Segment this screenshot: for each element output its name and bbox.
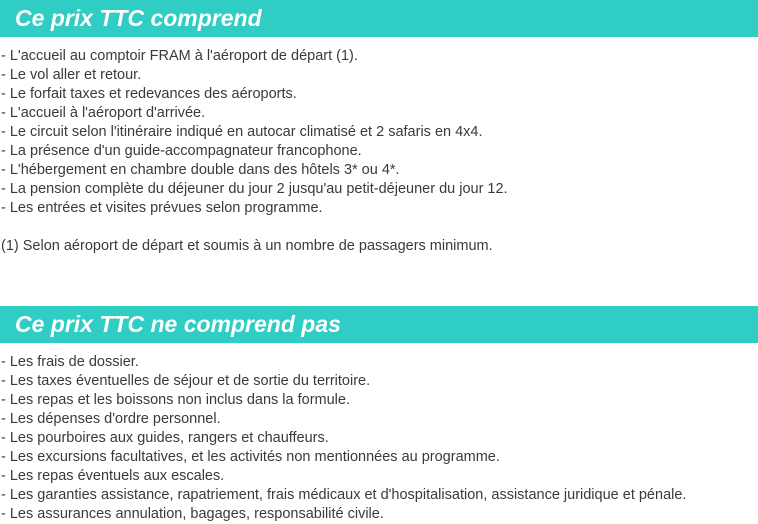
list-item: - La pension complète du déjeuner du jour 2 jusqu'au petit-déjeuner du jour 12.: [1, 181, 508, 197]
list-item: - Les repas et les boissons non inclus dans la formule.: [1, 392, 350, 408]
excluded-list: [1, 353, 686, 524]
list-item: - Le forfait taxes et redevances des aéroports.: [1, 86, 297, 102]
list-item: - L'accueil à l'aéroport d'arrivée.: [1, 105, 206, 121]
list-item: - L'accueil au comptoir FRAM à l'aéroport de départ (1).: [1, 48, 358, 64]
list-item: - Les repas éventuels aux escales.: [1, 468, 225, 484]
list-item: - Les garanties assistance, rapatriement, frais médicaux et d'hospitalisation, assistance juridique et pénale.: [1, 487, 687, 503]
list-item: - Les taxes éventuelles de séjour et de sortie du territoire.: [1, 373, 371, 389]
list-item: - Le vol aller et retour.: [1, 67, 142, 83]
list-item: - Le circuit selon l'itinéraire indiqué en autocar climatisé et 2 safaris en 4x4.: [1, 124, 483, 140]
list-item: - Les assurances annulation, bagages, responsabilité civile.: [1, 506, 384, 522]
included-footnote: (1) Selon aéroport de départ et soumis à un nombre de passagers minimum.: [1, 238, 493, 254]
list-item: - L'hébergement en chambre double dans des hôtels 3* ou 4*.: [1, 162, 400, 178]
list-item: - Les frais de dossier.: [1, 354, 139, 370]
list-item: - Les dépenses d'ordre personnel.: [1, 411, 221, 427]
included-title: Ce prix TTC comprend: [15, 5, 262, 31]
included-header: [0, 0, 758, 37]
included-list: [1, 47, 508, 218]
list-item: - Les pourboires aux guides, rangers et chauffeurs.: [1, 430, 329, 446]
list-item: - La présence d'un guide-accompagnateur francophone.: [1, 143, 362, 159]
list-item: - Les entrées et visites prévues selon programme.: [1, 200, 323, 216]
list-item: - Les excursions facultatives, et les activités non mentionnées au programme.: [1, 449, 500, 465]
excluded-header: [0, 306, 758, 343]
excluded-title: Ce prix TTC ne comprend pas: [15, 311, 341, 337]
